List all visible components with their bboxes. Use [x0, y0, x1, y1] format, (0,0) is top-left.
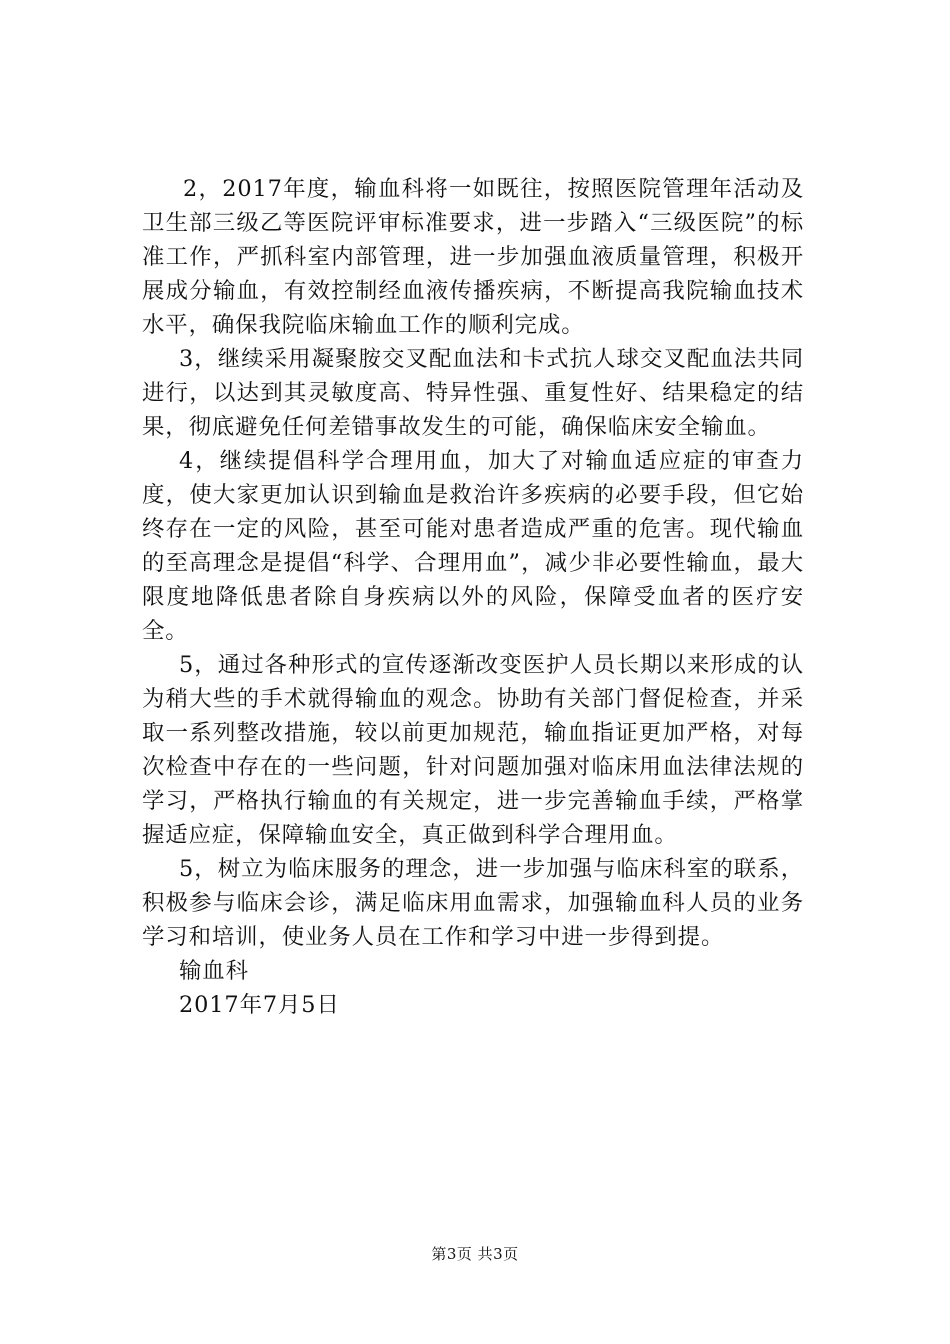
signature-date: 2017年7月5日	[179, 992, 340, 1018]
page-number-footer: 第3页 共3页	[431, 1245, 519, 1263]
paragraph-item-4: 4，继续提倡科学合理用血，加大了对输血适应症的审查力度，使大家更加认识到输血是救治许多疾病的必要手段，但它始终存在一定的风险，甚至可能对患者造成严重的危害。现代输血的至高理念是提倡“科学、合理用血”，减少非必要性输血，最大限度地降低患者除自身疾病以外的风险，保障受血者的医疗安全。	[142, 448, 804, 644]
paragraph-item-5b: 5，树立为临床服务的理念，进一步加强与临床科室的联系，积极参与临床会诊，满足临床用血需求，加强输血科人员的业务学习和培训，使业务人员在工作和学习中进一步得到提。	[142, 856, 804, 950]
paragraph-item-3: 3，继续采用凝聚胺交叉配血法和卡式抗人球交叉配血法共同进行，以达到其灵敏度高、特异性强、重复性好、结果稳定的结果，彻底避免任何差错事故发生的可能，确保临床安全输血。	[142, 346, 804, 440]
paragraph-item-5a: 5，通过各种形式的宣传逐渐改变医护人员长期以来形成的认为稍大些的手术就得输血的观念。协助有关部门督促检查，并采取一系列整改措施，较以前更加规范，输血指证更加严格，对每次检查中存在的一些问题，针对问题加强对临床用血法律法规的学习，严格执行输血的有关规定，进一步完善输血手续，严格掌握适应症，保障输血安全，真正做到科学合理用血。	[142, 652, 804, 848]
paragraph-item-2: 2，2017年度，输血科将一如既往，按照医院管理年活动及卫生部三级乙等医院评审标准要求，进一步踏入“三级医院”的标准工作，严抓科室内部管理，进一步加强血液质量管理，积极开展成分输血，有效控制经血液传播疾病，不断提高我院输血技术水平，确保我院临床输血工作的顺利完成。	[142, 176, 804, 338]
signature-department: 输血科	[179, 958, 249, 984]
document-body	[142, 172, 804, 1022]
